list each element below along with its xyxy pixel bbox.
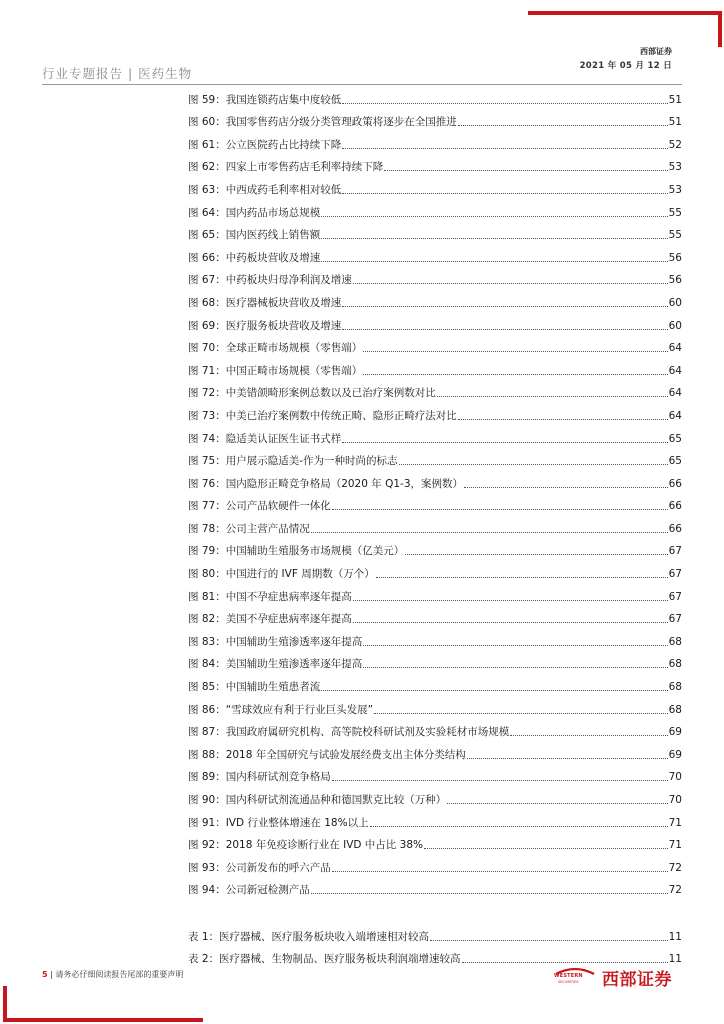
table-list bbox=[188, 922, 682, 966]
figure-entry[interactable] bbox=[188, 649, 682, 672]
figure-entry[interactable] bbox=[188, 717, 682, 740]
dot-leader bbox=[384, 170, 667, 171]
figure-entry-page: 70 bbox=[668, 771, 682, 784]
corner-decoration-top-right-horizontal bbox=[528, 11, 722, 15]
figure-entry-label: 图 59：我国连锁药店集中度较低 bbox=[188, 93, 342, 106]
figure-entry[interactable] bbox=[188, 84, 682, 107]
figure-entry[interactable] bbox=[188, 287, 682, 310]
table-entry[interactable] bbox=[188, 944, 682, 966]
dot-leader bbox=[321, 690, 667, 691]
figure-entry-label: 图 64：国内药品市场总规模 bbox=[188, 206, 321, 219]
figure-entry[interactable] bbox=[188, 875, 682, 898]
footer bbox=[42, 969, 183, 980]
figure-entry-label: 图 60：我国零售药店分级分类管理政策将逐步在全国推进 bbox=[188, 116, 457, 129]
figure-entry[interactable] bbox=[188, 220, 682, 243]
figure-entry-page: 70 bbox=[668, 794, 682, 806]
dot-leader bbox=[353, 622, 668, 623]
figure-entry-page: 56 bbox=[668, 274, 682, 287]
dot-leader bbox=[363, 667, 667, 668]
figure-entry[interactable] bbox=[188, 129, 682, 152]
figure-entry-page: 68 bbox=[668, 635, 682, 648]
figure-entry-label: 图 62：四家上市零售药店毛利率持续下降 bbox=[188, 161, 384, 174]
figure-entry[interactable] bbox=[188, 558, 682, 581]
figure-entry[interactable] bbox=[188, 174, 682, 197]
figure-entry-page: 64 bbox=[668, 387, 682, 400]
figure-entry-label: 图 63：中西成药毛利率相对较低 bbox=[188, 183, 342, 196]
figure-entry-page: 67 bbox=[668, 613, 682, 626]
figure-entry[interactable] bbox=[188, 400, 682, 423]
figure-entry[interactable] bbox=[188, 513, 682, 536]
figure-entry-page: 60 bbox=[668, 296, 682, 309]
figure-entry-page: 67 bbox=[668, 545, 682, 558]
figure-entry[interactable] bbox=[188, 446, 682, 469]
dot-leader bbox=[342, 329, 667, 330]
figure-entry[interactable] bbox=[188, 671, 682, 694]
footer-disclaimer: 请务必仔细阅读报告尾部的重要声明 bbox=[55, 970, 184, 979]
figure-entry-label: 图 66：中药板块营收及增速 bbox=[188, 251, 321, 264]
figure-entry-page: 55 bbox=[668, 229, 682, 242]
figure-entry[interactable] bbox=[188, 784, 682, 807]
figure-entry-page: 71 bbox=[668, 839, 682, 852]
table-entry-page: 11 bbox=[668, 953, 682, 965]
dot-leader bbox=[467, 758, 668, 759]
footer-page-number: 5 bbox=[42, 970, 48, 979]
figure-entry[interactable] bbox=[188, 152, 682, 175]
corner-decoration-bottom-left-horizontal bbox=[3, 1018, 203, 1022]
figure-entry[interactable] bbox=[188, 468, 682, 491]
figure-entry-label: 图 80：中国进行的 IVF 周期数（万个） bbox=[188, 568, 375, 581]
logo-name: 西部证券 bbox=[602, 970, 672, 990]
figure-entry-label: 图 74：隐适美认证医生证书式样 bbox=[188, 432, 342, 445]
figure-entry-label: 图 92：2018 年免疫诊断行业在 IVD 中占比 38% bbox=[188, 839, 423, 852]
dot-leader bbox=[405, 554, 667, 555]
report-category: 行业专题报告 | 医药生物 bbox=[42, 66, 193, 81]
figure-entry-page: 51 bbox=[668, 93, 682, 106]
figure-entry-page: 72 bbox=[668, 861, 682, 874]
figure-entry[interactable] bbox=[188, 491, 682, 514]
dot-leader bbox=[363, 374, 667, 375]
figure-entry-page: 69 bbox=[668, 748, 682, 761]
figure-entry-label: 图 88：2018 年全国研究与试验发展经费支出主体分类结构 bbox=[188, 748, 466, 761]
figure-entry-label: 图 81：中国不孕症患病率逐年提高 bbox=[188, 590, 352, 603]
figure-entry[interactable] bbox=[188, 807, 682, 830]
figure-entry[interactable] bbox=[188, 694, 682, 717]
dot-leader bbox=[399, 464, 668, 465]
figure-entry[interactable] bbox=[188, 310, 682, 333]
figure-list bbox=[188, 84, 682, 897]
figure-entry-label: 图 71：中国正畸市场规模（零售端） bbox=[188, 364, 363, 377]
dot-leader bbox=[464, 487, 668, 488]
figure-entry-label: 图 86：“雪球效应有利于行业巨头发展” bbox=[188, 703, 374, 716]
figure-entry-label: 图 87：我国政府属研究机构、高等院校科研试剂及实验耗材市场规模 bbox=[188, 726, 510, 739]
figure-entry-label: 图 94：公司新冠检测产品 bbox=[188, 884, 310, 897]
figure-entry[interactable] bbox=[188, 333, 682, 356]
dot-leader bbox=[374, 713, 668, 714]
dot-leader bbox=[424, 848, 668, 849]
figure-entry-page: 53 bbox=[668, 161, 682, 174]
figure-entry[interactable] bbox=[188, 378, 682, 401]
dot-leader bbox=[353, 600, 668, 601]
figure-entry-label: 图 93：公司新发布的呼六产品 bbox=[188, 861, 331, 874]
figure-entry-label: 图 77：公司产品软硬件一体化 bbox=[188, 500, 331, 513]
dot-leader bbox=[332, 509, 668, 510]
figure-entry[interactable] bbox=[188, 604, 682, 627]
figure-entry[interactable] bbox=[188, 197, 682, 220]
figure-entry-label: 图 84：美国辅助生殖渗透率逐年提高 bbox=[188, 658, 363, 671]
figure-entry-label: 图 78：公司主营产品情况 bbox=[188, 522, 310, 535]
figure-entry-page: 69 bbox=[668, 726, 682, 739]
figure-entry-page: 51 bbox=[668, 116, 682, 129]
dot-leader bbox=[321, 238, 667, 239]
report-date: 2021 年 05 月 12 日 bbox=[579, 61, 672, 71]
figure-entry-label: 图 90：国内科研试剂流通品种和德国默克比较（万种） bbox=[188, 794, 447, 806]
figure-entry[interactable] bbox=[188, 739, 682, 762]
corner-decoration-top-right-vertical bbox=[718, 11, 722, 47]
dot-leader bbox=[462, 962, 668, 963]
figure-entry-page: 67 bbox=[668, 590, 682, 603]
dot-leader bbox=[342, 148, 667, 149]
dot-leader bbox=[311, 893, 668, 894]
dot-leader bbox=[342, 193, 667, 194]
figure-entry[interactable] bbox=[188, 536, 682, 559]
figure-entry-label: 图 76：国内隐形正畸竞争格局（2020 年 Q1-3，案例数） bbox=[188, 477, 464, 490]
dot-leader bbox=[342, 306, 667, 307]
figure-entry-page: 53 bbox=[668, 183, 682, 196]
figure-entry[interactable] bbox=[188, 852, 682, 875]
figure-entry-page: 64 bbox=[668, 364, 682, 377]
figure-entry-label: 图 83：中国辅助生殖渗透率逐年提高 bbox=[188, 635, 363, 648]
table-entry-label: 表 1：医疗器械、医疗服务板块收入端增速相对较高 bbox=[188, 931, 430, 943]
table-entry[interactable] bbox=[188, 922, 682, 944]
dot-leader bbox=[342, 103, 667, 104]
dot-leader bbox=[437, 396, 668, 397]
dot-leader bbox=[332, 780, 668, 781]
dot-leader bbox=[342, 442, 667, 443]
header-brand: 西部证券 bbox=[640, 47, 672, 56]
dot-leader bbox=[458, 419, 668, 420]
figure-entry-label: 图 89：国内科研试剂竞争格局 bbox=[188, 771, 331, 784]
company-logo bbox=[552, 964, 684, 988]
figure-entry-page: 68 bbox=[668, 658, 682, 671]
figure-entry[interactable] bbox=[188, 626, 682, 649]
figure-entry-label: 图 69：医疗服务板块营收及增速 bbox=[188, 319, 342, 332]
figure-entry-page: 64 bbox=[668, 342, 682, 355]
figure-entry-label: 图 72：中美错颌畸形案例总数以及已治疗案例数对比 bbox=[188, 387, 436, 400]
figure-entry-page: 65 bbox=[668, 432, 682, 445]
figure-entry-page: 66 bbox=[668, 522, 682, 535]
figure-entry[interactable] bbox=[188, 242, 682, 265]
dot-leader bbox=[353, 283, 668, 284]
figure-entry[interactable] bbox=[188, 762, 682, 785]
figure-entry-page: 60 bbox=[668, 319, 682, 332]
figure-entry-page: 68 bbox=[668, 703, 682, 716]
dot-leader bbox=[363, 645, 667, 646]
table-entry-label: 表 2：医疗器械、生物制品、医疗服务板块利润端增速较高 bbox=[188, 953, 461, 965]
figure-entry-page: 65 bbox=[668, 455, 682, 468]
figure-entry-page: 72 bbox=[668, 884, 682, 897]
figure-entry-label: 图 85：中国辅助生殖患者流 bbox=[188, 681, 321, 694]
dot-leader bbox=[321, 261, 667, 262]
figure-entry-label: 图 75：用户展示隐适美-作为一种时尚的标志 bbox=[188, 455, 398, 468]
figure-entry-label: 图 61：公立医院药占比持续下降 bbox=[188, 138, 342, 151]
figure-entry[interactable] bbox=[188, 830, 682, 853]
figure-entry-page: 71 bbox=[668, 816, 682, 829]
dot-leader bbox=[321, 216, 667, 217]
figure-entry-page: 52 bbox=[668, 138, 682, 151]
table-entry-page: 11 bbox=[668, 931, 682, 943]
figure-entry-label: 图 70：全球正畸市场规模（零售端） bbox=[188, 342, 363, 355]
dot-leader bbox=[430, 940, 668, 941]
footer-separator: | bbox=[50, 970, 53, 979]
figure-entry[interactable] bbox=[188, 423, 682, 446]
logo-latin-subtext: SECURITIES bbox=[558, 980, 579, 984]
figure-entry-page: 66 bbox=[668, 500, 682, 513]
figure-entry-label: 图 79：中国辅助生殖服务市场规模（亿美元） bbox=[188, 545, 405, 558]
dot-leader bbox=[447, 803, 667, 804]
figure-entry[interactable] bbox=[188, 581, 682, 604]
dot-leader bbox=[311, 532, 668, 533]
figure-entry-page: 55 bbox=[668, 206, 682, 219]
dot-leader bbox=[370, 826, 668, 827]
figure-entry-label: 图 68：医疗器械板块营收及增速 bbox=[188, 296, 342, 309]
dot-leader bbox=[332, 871, 668, 872]
figure-entry-label: 图 91：IVD 行业整体增速在 18%以上 bbox=[188, 816, 369, 829]
figure-entry-page: 56 bbox=[668, 251, 682, 264]
figure-entry[interactable] bbox=[188, 107, 682, 130]
figure-entry-label: 图 73：中美已治疗案例数中传统正畸、隐形正畸疗法对比 bbox=[188, 409, 457, 422]
figure-entry-label: 图 82：美国不孕症患病率逐年提高 bbox=[188, 613, 352, 626]
figure-entry-page: 67 bbox=[668, 568, 682, 581]
figure-entry-page: 68 bbox=[668, 681, 682, 694]
dot-leader bbox=[376, 577, 668, 578]
figure-entry[interactable] bbox=[188, 355, 682, 378]
figure-entry-label: 图 67：中药板块归母净利润及增速 bbox=[188, 274, 352, 287]
dot-leader bbox=[363, 351, 667, 352]
dot-leader bbox=[458, 125, 668, 126]
dot-leader bbox=[510, 735, 667, 736]
figure-entry-page: 66 bbox=[668, 477, 682, 490]
figure-entry-label: 图 65：国内医药线上销售额 bbox=[188, 229, 321, 242]
logo-latin-text: WESTERN bbox=[554, 973, 583, 979]
figure-entry-page: 64 bbox=[668, 409, 682, 422]
corner-decoration-bottom-left-vertical bbox=[3, 986, 7, 1022]
figure-entry[interactable] bbox=[188, 265, 682, 288]
